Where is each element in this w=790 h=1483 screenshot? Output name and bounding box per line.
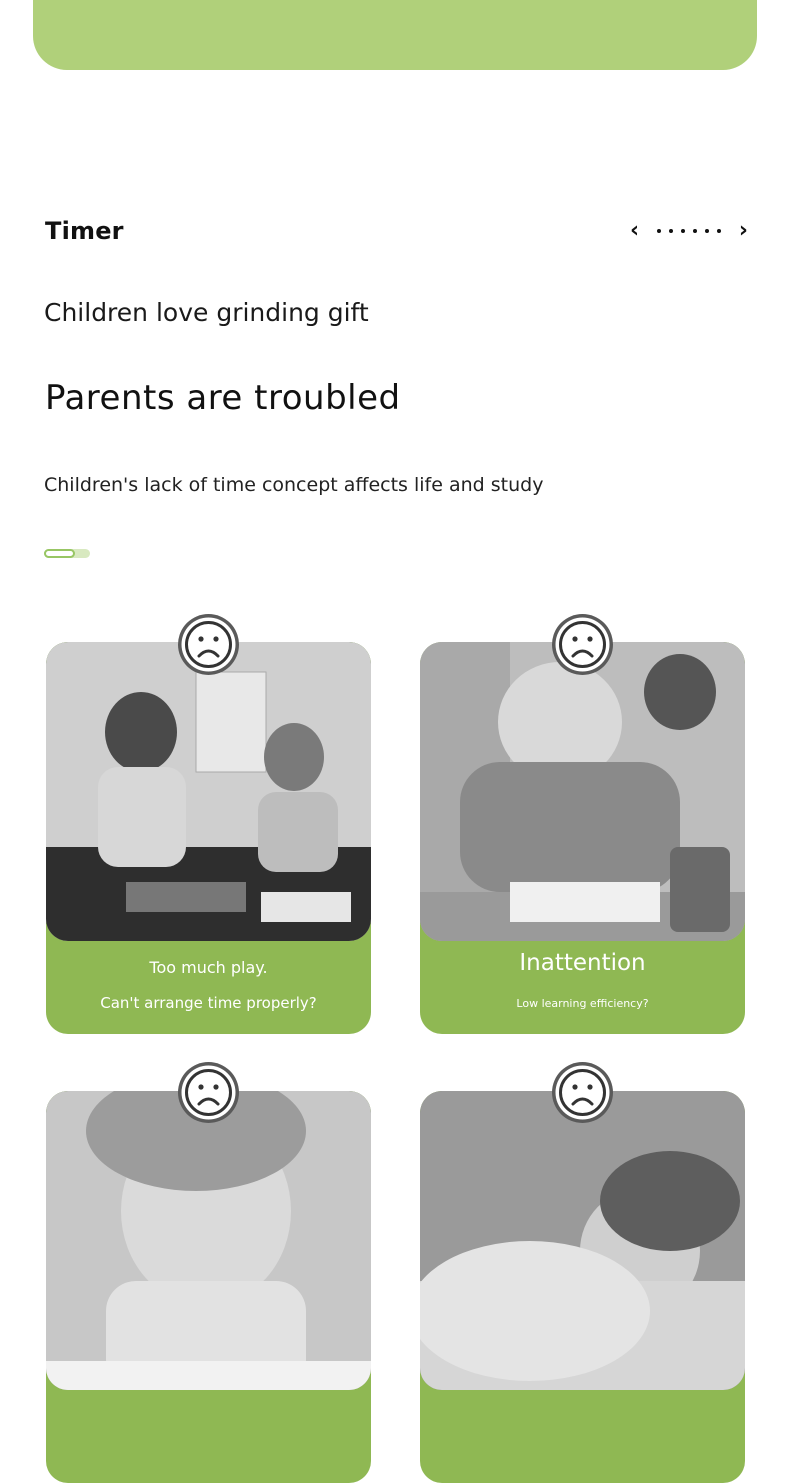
card-title: Inattention bbox=[519, 950, 646, 976]
carousel-dot[interactable] bbox=[717, 229, 721, 233]
carousel-progress bbox=[44, 549, 90, 558]
children-playing-photo bbox=[46, 642, 371, 941]
carousel-dot[interactable] bbox=[681, 229, 685, 233]
problem-card-play bbox=[46, 642, 371, 1034]
sad-face-icon bbox=[178, 614, 239, 675]
carousel-nav bbox=[630, 218, 748, 244]
carousel-dot[interactable] bbox=[693, 229, 697, 233]
problem-card-stress bbox=[46, 1091, 371, 1483]
card-title: Too much play. bbox=[149, 958, 268, 977]
sad-face-icon bbox=[552, 614, 613, 675]
carousel-dots bbox=[657, 229, 721, 233]
intro-tagline: Children love grinding gift bbox=[44, 298, 369, 327]
top-banner bbox=[33, 0, 757, 70]
card-subtitle: Low learning efficiency? bbox=[516, 997, 649, 1010]
carousel-progress-fill bbox=[44, 549, 75, 558]
child-headache-photo bbox=[46, 1091, 371, 1390]
chevron-right-icon[interactable]: › bbox=[738, 218, 748, 243]
problem-card-sleep bbox=[420, 1091, 745, 1483]
child-studying-photo bbox=[420, 642, 745, 941]
section-title: Timer bbox=[45, 217, 124, 245]
carousel-dot[interactable] bbox=[705, 229, 709, 233]
carousel-dot[interactable] bbox=[669, 229, 673, 233]
chevron-left-icon[interactable]: ‹ bbox=[630, 218, 640, 243]
intro-description: Children's lack of time concept affects life and study bbox=[44, 474, 544, 496]
card-subtitle: Can't arrange time properly? bbox=[100, 994, 317, 1012]
child-sleeping-photo bbox=[420, 1091, 745, 1390]
intro-heading: Parents are troubled bbox=[45, 378, 401, 418]
sad-face-icon bbox=[552, 1062, 613, 1123]
sad-face-icon bbox=[178, 1062, 239, 1123]
carousel-dot[interactable] bbox=[657, 229, 661, 233]
problem-card-inattention bbox=[420, 642, 745, 1034]
